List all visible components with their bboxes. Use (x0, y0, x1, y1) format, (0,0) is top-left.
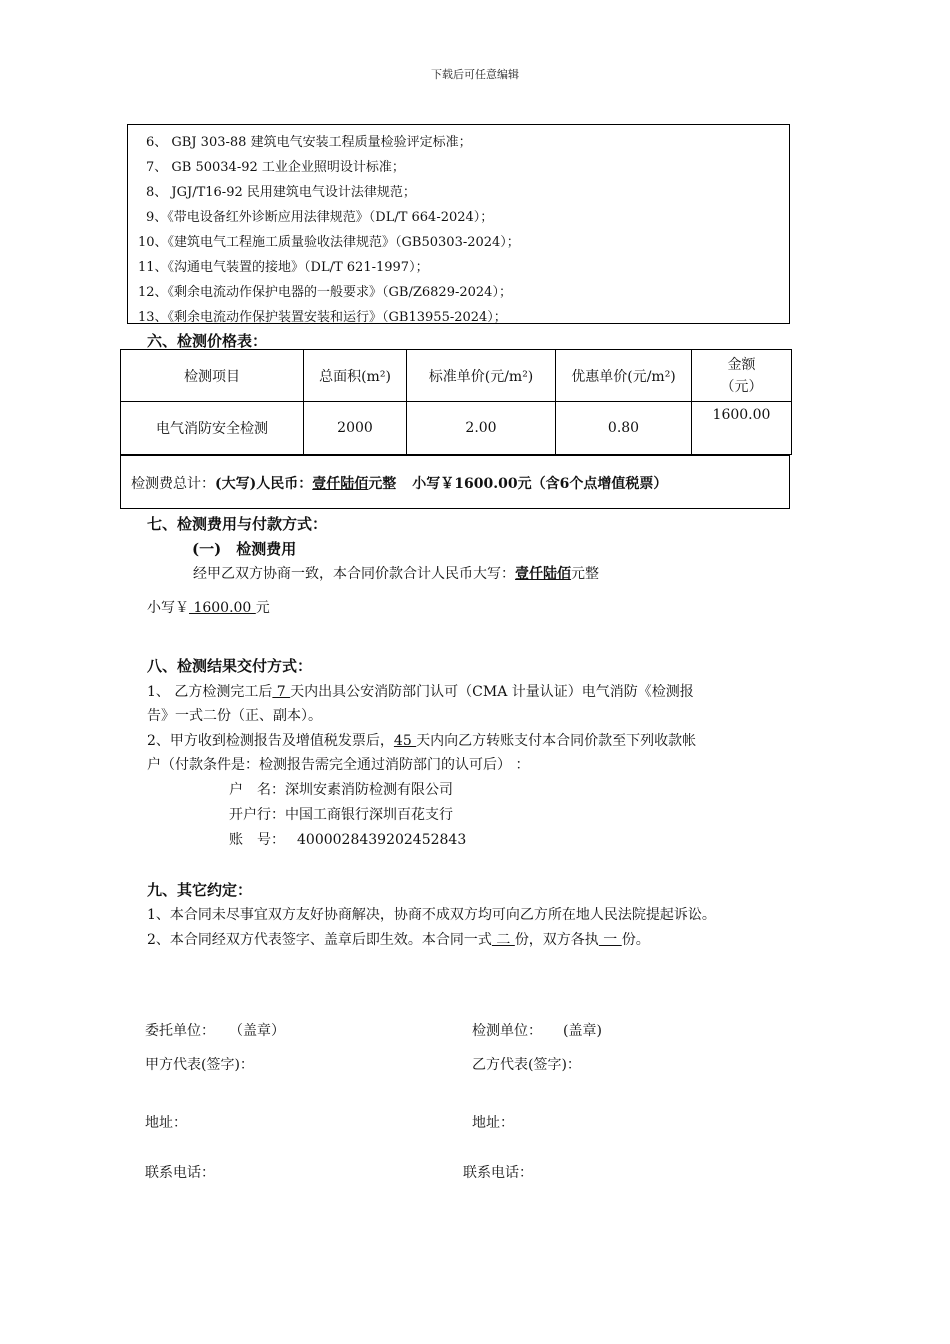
total-note: （含6个点增值税票） (531, 476, 668, 492)
standard-item: 6、 GBJ 303-88 建筑电气安装工程质量检验评定标准； (146, 135, 472, 150)
other-item-2-mid: 份，双方各执 (514, 932, 599, 948)
tester-unit: 检测单位： (盖章) (472, 1023, 602, 1039)
fee-small-suffix: 元 (255, 600, 270, 616)
total-prefix: 检测费总计： (131, 476, 215, 492)
section-6-title: 六、检测价格表： (147, 332, 268, 350)
cell-item: 电气消防安全检测 (121, 402, 304, 455)
standard-item: 11、《沟通电气装置的接地》（DL/T 621-1997）； (138, 260, 429, 275)
account-name: 深圳安素消防检测有限公司 (285, 782, 453, 798)
total-daxie-value: 壹仟陆佰 (312, 476, 369, 492)
standard-item: 10、《建筑电气工程施工质量验收法律规范》（GB50303-2024）； (138, 235, 520, 250)
fee-small-prefix: 小写￥ (147, 600, 189, 616)
account-no-label: 账 号： (229, 832, 285, 848)
party-a-phone: 联系电话： (145, 1165, 215, 1181)
amount-unit: （元） (720, 378, 763, 395)
section-8-title: 八、检测结果交付方式： (147, 657, 313, 675)
header-note: 下载后可任意编辑 (431, 68, 519, 81)
fee-prefix: 经甲乙双方协商一致，本合同价款合计人民币大写： (193, 566, 515, 582)
party-a-rep: 甲方代表(签字)： (145, 1057, 254, 1073)
bank-line (229, 804, 453, 824)
fee-small-value: 1600.00 (189, 600, 256, 616)
other-item-2-suffix: 份。 (621, 932, 650, 948)
other-item-1: 1、本合同未尽事宜双方友好协商解决，协商不成双方均可向乙方所在地人民法院提起诉讼。 (147, 907, 716, 923)
delivery-item-2-suffix: 天内向乙方转账支付本合同价款至下列收款帐 (416, 733, 697, 749)
standard-item: 8、 JGJ/T16-92 民用建筑电气设计法律规范； (146, 185, 416, 200)
cell-amount: 1600.00 (692, 402, 792, 455)
delivery-item-1-line2: 告》一式二份（正、副本）。 (147, 708, 322, 724)
party-b-phone: 联系电话： (463, 1165, 533, 1181)
copies-each: 一 (598, 932, 622, 948)
total-daxie-label: (大写)人民币： (215, 476, 313, 492)
total-line (131, 473, 667, 493)
bank-name: 中国工商银行深圳百花支行 (285, 807, 453, 823)
total-xiaoxie: 小写￥1600.00元 (412, 476, 532, 492)
party-a-address: 地址： (145, 1115, 187, 1131)
payment-days: 45 (393, 733, 417, 749)
col-header-item: 检测项目 (121, 350, 304, 402)
fee-paragraph (193, 563, 599, 583)
section-9-title: 九、其它约定： (147, 881, 253, 899)
col-header-amount (692, 350, 792, 402)
party-b-rep: 乙方代表(签字)： (472, 1057, 581, 1073)
client-unit: 委托单位： （盖章） (145, 1023, 285, 1039)
section-7-title: 七、检测费用与付款方式： (147, 515, 328, 533)
delivery-item-1-prefix: 1、 乙方检测完工后 (147, 684, 273, 700)
delivery-item-2 (147, 730, 696, 750)
fee-suffix: 元整 (571, 566, 599, 582)
delivery-days: 7 (272, 684, 291, 700)
standard-item: 9、《带电设备红外诊断应用法律规范》（DL/T 664-2024）； (146, 210, 494, 225)
other-item-2-prefix: 2、本合同经双方代表签字、盖章后即生效。本合同一式 (147, 932, 492, 948)
standard-item: 13、《剩余电流动作保护装置安装和运行》（GB13955-2024）； (138, 310, 507, 325)
col-header-disc-price: 优惠单价(元/m²) (556, 350, 692, 402)
delivery-item-1 (147, 681, 694, 701)
delivery-item-2-line2: 户（付款条件是：检测报告需完全通过消防部门的认可后） ： (147, 757, 530, 773)
total-box (120, 455, 790, 509)
fee-daxie: 壹仟陆佰 (515, 566, 571, 582)
cell-area: 2000 (304, 402, 407, 455)
standard-item: 7、 GB 50034-92 工业企业照明设计标准； (146, 160, 405, 175)
account-no: 4000028439202452843 (297, 832, 467, 848)
party-b-address: 地址： (472, 1115, 514, 1131)
account-name-line (229, 779, 453, 799)
other-item-2 (147, 929, 650, 949)
cell-std-price: 2.00 (407, 402, 556, 455)
total-daxie-suffix: 元整 (368, 476, 397, 492)
price-table (120, 349, 792, 455)
col-header-std-price: 标准单价(元/m²) (407, 350, 556, 402)
amount-label: 金额 (727, 356, 756, 373)
cell-disc-price: 0.80 (556, 402, 692, 455)
delivery-item-2-prefix: 2、甲方收到检测报告及增值税发票后， (147, 733, 394, 749)
section-7-subtitle: (一) 检测费用 (192, 540, 297, 558)
account-name-label: 户 名： (229, 782, 285, 798)
standards-box (127, 124, 790, 324)
standard-item: 12、《剩余电流动作保护电器的一般要求》（GB/Z6829-2024）； (138, 285, 512, 300)
delivery-item-1-suffix: 天内出具公安消防部门认可（CMA 计量认证）电气消防《检测报 (290, 684, 694, 700)
copies-total: 二 (491, 932, 515, 948)
col-header-area: 总面积(m²) (304, 350, 407, 402)
bank-label: 开户行： (229, 807, 285, 823)
fee-small-line (147, 597, 270, 617)
account-no-line (229, 829, 466, 849)
